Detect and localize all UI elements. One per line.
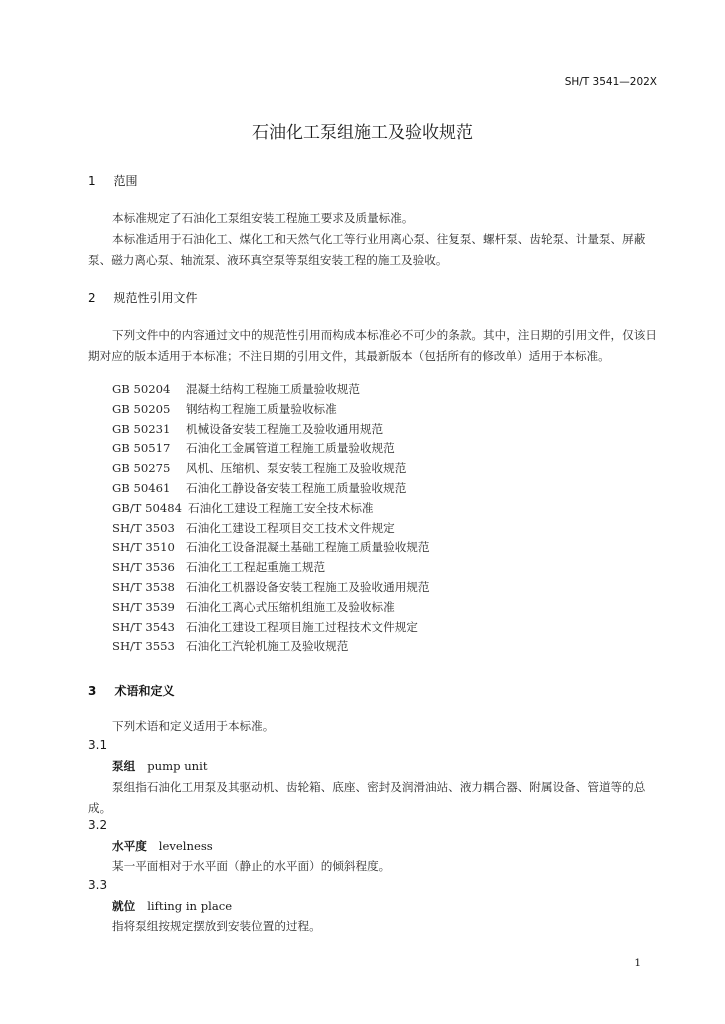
term-number: 3.2: [88, 818, 108, 832]
reference-code: GB/T 50484: [112, 500, 182, 515]
term-number: 3.3: [88, 878, 108, 892]
reference-code: GB 50205: [112, 401, 171, 416]
term-number: 3.1: [88, 738, 108, 752]
reference-code: GB 50461: [112, 480, 171, 495]
reference-item: [112, 598, 429, 618]
reference-title: 石油化工汽轮机施工及验收规范: [186, 639, 349, 654]
reference-title: 石油化工建设工程项目交工技术文件规定: [186, 520, 395, 535]
term-cn: 泵组: [112, 759, 136, 773]
section-title: 范围: [113, 174, 138, 188]
reference-title: 石油化工离心式压缩机组施工及验收标准: [186, 599, 395, 614]
reference-title: 石油化工静设备安装工程施工质量验收规范: [186, 480, 407, 495]
reference-title: 石油化工设备混凝土基础工程施工质量验收规范: [186, 540, 430, 555]
term-heading: [112, 838, 213, 854]
reference-item: [112, 459, 429, 479]
reference-item: [112, 637, 429, 657]
reference-code: GB 50517: [112, 441, 171, 456]
term-definition: 指将泵组按规定摆放到安装位置的过程。: [112, 919, 321, 933]
term-definition: 泵组指石油化工用泵及其驱动机、齿轮箱、底座、密封及润滑油站、液力耦合器、附属设备、管道等的总成。: [88, 780, 646, 815]
reference-list: [112, 380, 429, 657]
reference-item: [112, 558, 429, 578]
term-en: levelness: [158, 839, 213, 853]
reference-code: SH/T 3539: [112, 599, 175, 614]
reference-code: GB 50275: [112, 461, 171, 476]
reference-title: 石油化工建设工程项目施工过程技术文件规定: [186, 619, 418, 634]
reference-item: [112, 618, 429, 638]
term-cn: 就位: [112, 899, 136, 913]
section-title: 规范性引用文件: [113, 291, 198, 305]
reference-code: SH/T 3510: [112, 540, 175, 555]
reference-title: 石油化工金属管道工程施工质量验收规范: [186, 441, 395, 456]
document-title: 石油化工泵组施工及验收规范: [252, 123, 473, 143]
reference-item: [112, 380, 429, 400]
reference-title: 钢结构工程施工质量验收标准: [186, 401, 337, 416]
reference-code: GB 50231: [112, 421, 171, 436]
section-3-heading: [88, 682, 175, 699]
reference-item: [112, 538, 429, 558]
term-en: pump unit: [147, 759, 208, 773]
section-number: 2: [88, 291, 96, 305]
reference-item: [112, 519, 429, 539]
page-number: 1: [634, 957, 641, 969]
reference-code: SH/T 3503: [112, 520, 175, 535]
reference-title: 机械设备安装工程施工及验收通用规范: [186, 421, 384, 436]
paragraph: 下列文件中的内容通过文中的规范性引用而构成本标准必不可少的条款。其中，注日期的引用文件，仅该日期对应的版本适用于本标准；不注日期的引用文件，其最新版本（包括所有的修改单）适用于本标准。: [88, 328, 657, 363]
reference-item: [112, 499, 429, 519]
reference-code: SH/T 3543: [112, 619, 175, 634]
section-title: 术语和定义: [114, 684, 175, 698]
reference-title: 风机、压缩机、泵安装工程施工及验收规范: [186, 461, 407, 476]
reference-item: [112, 578, 429, 598]
reference-title: 石油化工工程起重施工规范: [186, 560, 326, 575]
section-2-heading: [88, 289, 197, 306]
reference-item: [112, 479, 429, 499]
term-en: lifting in place: [147, 899, 233, 913]
reference-title: 混凝土结构工程施工质量验收规范: [186, 382, 360, 396]
term-heading: [112, 898, 232, 914]
paragraph: 本标准规定了石油化工泵组安装工程施工要求及质量标准。: [112, 211, 414, 225]
reference-item: [112, 420, 429, 440]
section-1-heading: [88, 172, 137, 189]
term-heading: [112, 758, 208, 774]
term-definition: 某一平面相对于水平面（静止的水平面）的倾斜程度。: [112, 859, 391, 873]
paragraph: 本标准适用于石油化工、煤化工和天然气化工等行业用离心泵、往复泵、螺杆泵、齿轮泵、计量泵、屏蔽泵、磁力离心泵、轴流泵、液环真空泵等泵组安装工程的施工及验收。: [88, 232, 646, 267]
reference-title: 石油化工建设工程施工安全技术标准: [188, 500, 374, 515]
section-number: 3: [88, 684, 97, 698]
reference-item: [112, 400, 429, 420]
reference-code: SH/T 3553: [112, 639, 175, 654]
section-number: 1: [88, 174, 96, 188]
reference-code: SH/T 3536: [112, 560, 175, 575]
reference-code: GB 50204: [112, 382, 171, 396]
term-cn: 水平度: [112, 839, 147, 853]
standard-code: SH/T 3541—202X: [564, 76, 657, 88]
reference-code: SH/T 3538: [112, 579, 175, 594]
reference-title: 石油化工机器设备安装工程施工及验收通用规范: [186, 579, 430, 594]
paragraph: 下列术语和定义适用于本标准。: [112, 719, 275, 733]
reference-item: [112, 439, 429, 459]
